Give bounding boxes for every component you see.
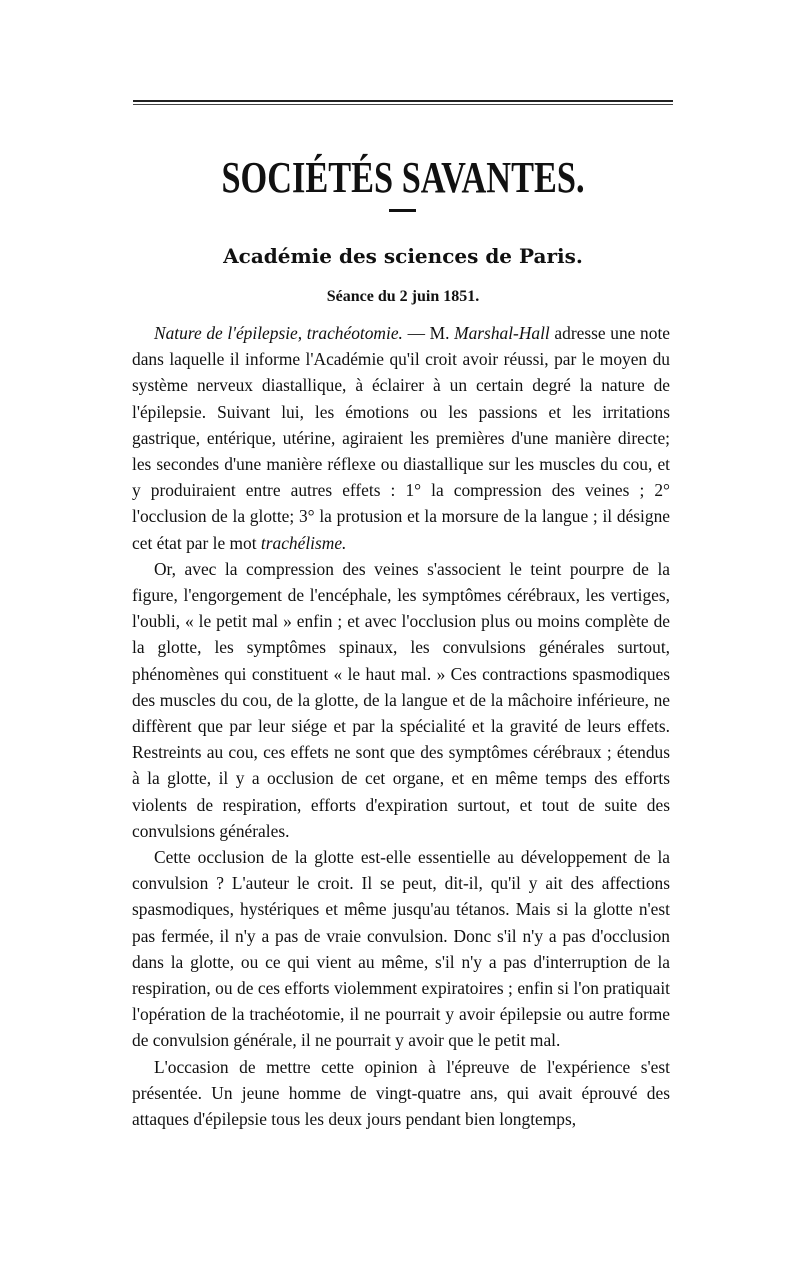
paragraph-1 xyxy=(132,320,670,556)
top-rule xyxy=(133,100,673,102)
lead-author: Marshal-Hall xyxy=(454,323,550,343)
paragraph-2: Or, avec la compression des veines s'associent le teint pourpre de la figure, l'engorgement de l'encéphale, les symptômes cérébraux, les vertiges, l'oubli, « le petit mal » enfin ; et avec l'occlusion plus ou moins complète de la glotte, les symptômes spinaux, les convulsions générales surtout, phénomènes qui constituent « le haut mal. » Ces contractions spasmodiques des muscles du cou, de la glotte, de la langue et de la mâchoire inférieure, ne diffèrent que par leur siége et par la spécialité et la gravité de leurs effets. Restreints au cou, ces effets ne sont que des symptômes cérébraux ; étendus à la glotte, il y a occlusion de cet organe, et en même temps des efforts violents de respiration, efforts d'expiration surtout, et tout de suite des convulsions générales. xyxy=(132,558,670,841)
title-dash-divider xyxy=(389,209,416,212)
paragraph-3: Cette occlusion de la glotte est-elle essentielle au développement de la convulsion ? L'auteur le croit. Il se peut, dit-il, qu'il y ait des affections spasmodiques, hystériques et même jusqu'au tétanos. Mais si la glotte n'est pas fermée, il n'y a pas de vraie convulsion. Donc s'il n'y a pas d'occlusion dans la glotte, ou ce qui vient au même, s'il n'y a pas d'interruption de la respiration, ou de ces efforts violemment expiratoires ; enfin si l'on pratiquait l'opération de la trachéotomie, il ne pourrait y avoir épilepsie ou autre forme de convulsion générale, il ne pourrait y avoir que le petit mal. xyxy=(132,847,670,1051)
session-date: Séance du 2 juin 1851. xyxy=(326,288,480,305)
paragraph-4: L'occasion de mettre cette opinion à l'épreuve de l'expérience s'est présentée. Un jeune homme de vingt-quatre ans, qui avait éprouvé des attaques d'épilepsie tous les deux jours pendant bien longtemps, xyxy=(132,1056,670,1130)
term-trachelisme: trachélisme. xyxy=(260,532,347,553)
article-body xyxy=(132,320,670,1132)
academy-subtitle: Académie des sciences de Paris. xyxy=(223,244,583,268)
paragraph-1-text: adresse une note dans laquelle il informe l'Académie qu'il croit avoir réussi, par le moyen du système nerveux diastallique, à éclairer à un certain degré la nature de l'épilepsie. Suivant lui, les émotions ou les passions et les irritations gastrique, entérique, utérine, agiraient les premières d'une manière directe; les secondes d'une manière réflexe ou diastallique sur les muscles du cou, et y produiraient entre autres effets : 1° la compression des veines ; 2° l'occlusion de la glotte; 3° la protusion et la morsure de la langue ; il désigne cet état par le mot xyxy=(132,323,670,553)
top-rule-thin xyxy=(133,104,673,105)
lead-title: Nature de l'épilepsie, trachéotomie. xyxy=(154,323,403,343)
section-title: SOCIÉTÉS SAVANTES. xyxy=(221,153,585,202)
lead-separator: — M. xyxy=(402,323,455,343)
